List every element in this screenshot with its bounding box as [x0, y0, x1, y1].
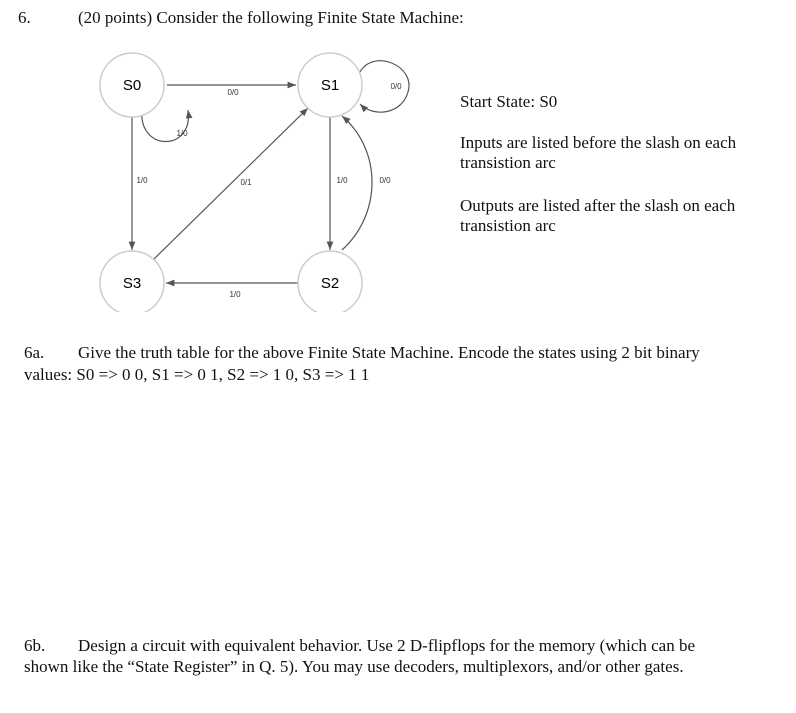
label-s3-s1: 0/1: [240, 178, 252, 187]
label-s0-s1: 0/0: [227, 88, 239, 97]
state-s3: [100, 251, 164, 312]
svg-text:S0: S0: [122, 77, 142, 94]
label-s2-s3: 1/0: [229, 290, 241, 299]
part-a-text: Give the truth table for the above Finite State Machine. Encode the states using 2 bit binary: [78, 343, 700, 362]
svg-text:S2: S2: [320, 275, 340, 292]
svg-text:S1: S1: [320, 77, 340, 94]
fsm-diagram: [90, 52, 420, 312]
label-s0-s3: 1/0: [136, 176, 148, 185]
label-s2-s1: 0/0: [379, 176, 391, 185]
part-a-number: 6a.: [24, 343, 45, 362]
part-b-text: Design a circuit with equivalent behavior. Use 2 D-flipflops for the memory (which can be: [78, 636, 696, 655]
svg-text:S3: S3: [122, 275, 142, 292]
edge-s1-self: [360, 61, 409, 112]
label-s0-self: 1/0: [176, 129, 188, 138]
part-a-encoding: values: S0 => 0 0, S1 => 0 1, S2 => 1 0, S3 => 1 1: [24, 365, 370, 384]
start-state-note: Start State: S0: [460, 92, 558, 111]
state-s1: [298, 53, 362, 117]
label-s1-s2: 1/0: [336, 176, 348, 185]
inputs-note: Inputs are listed before the slash on each transistion arc: [460, 133, 737, 172]
state-s2: [298, 251, 362, 312]
question-number: 6.: [18, 8, 31, 27]
label-s1-self: 0/0: [390, 82, 402, 91]
outputs-note: Outputs are listed after the slash on each transistion arc: [460, 196, 736, 235]
state-s0: [100, 53, 164, 117]
question-title: (20 points) Consider the following Finite State Machine:: [78, 8, 464, 27]
part-b-number: 6b.: [24, 636, 46, 655]
part-b-text-continued: shown like the “State Register” in Q. 5). You may use decoders, multiplexors, and/or other gates.: [24, 657, 684, 676]
